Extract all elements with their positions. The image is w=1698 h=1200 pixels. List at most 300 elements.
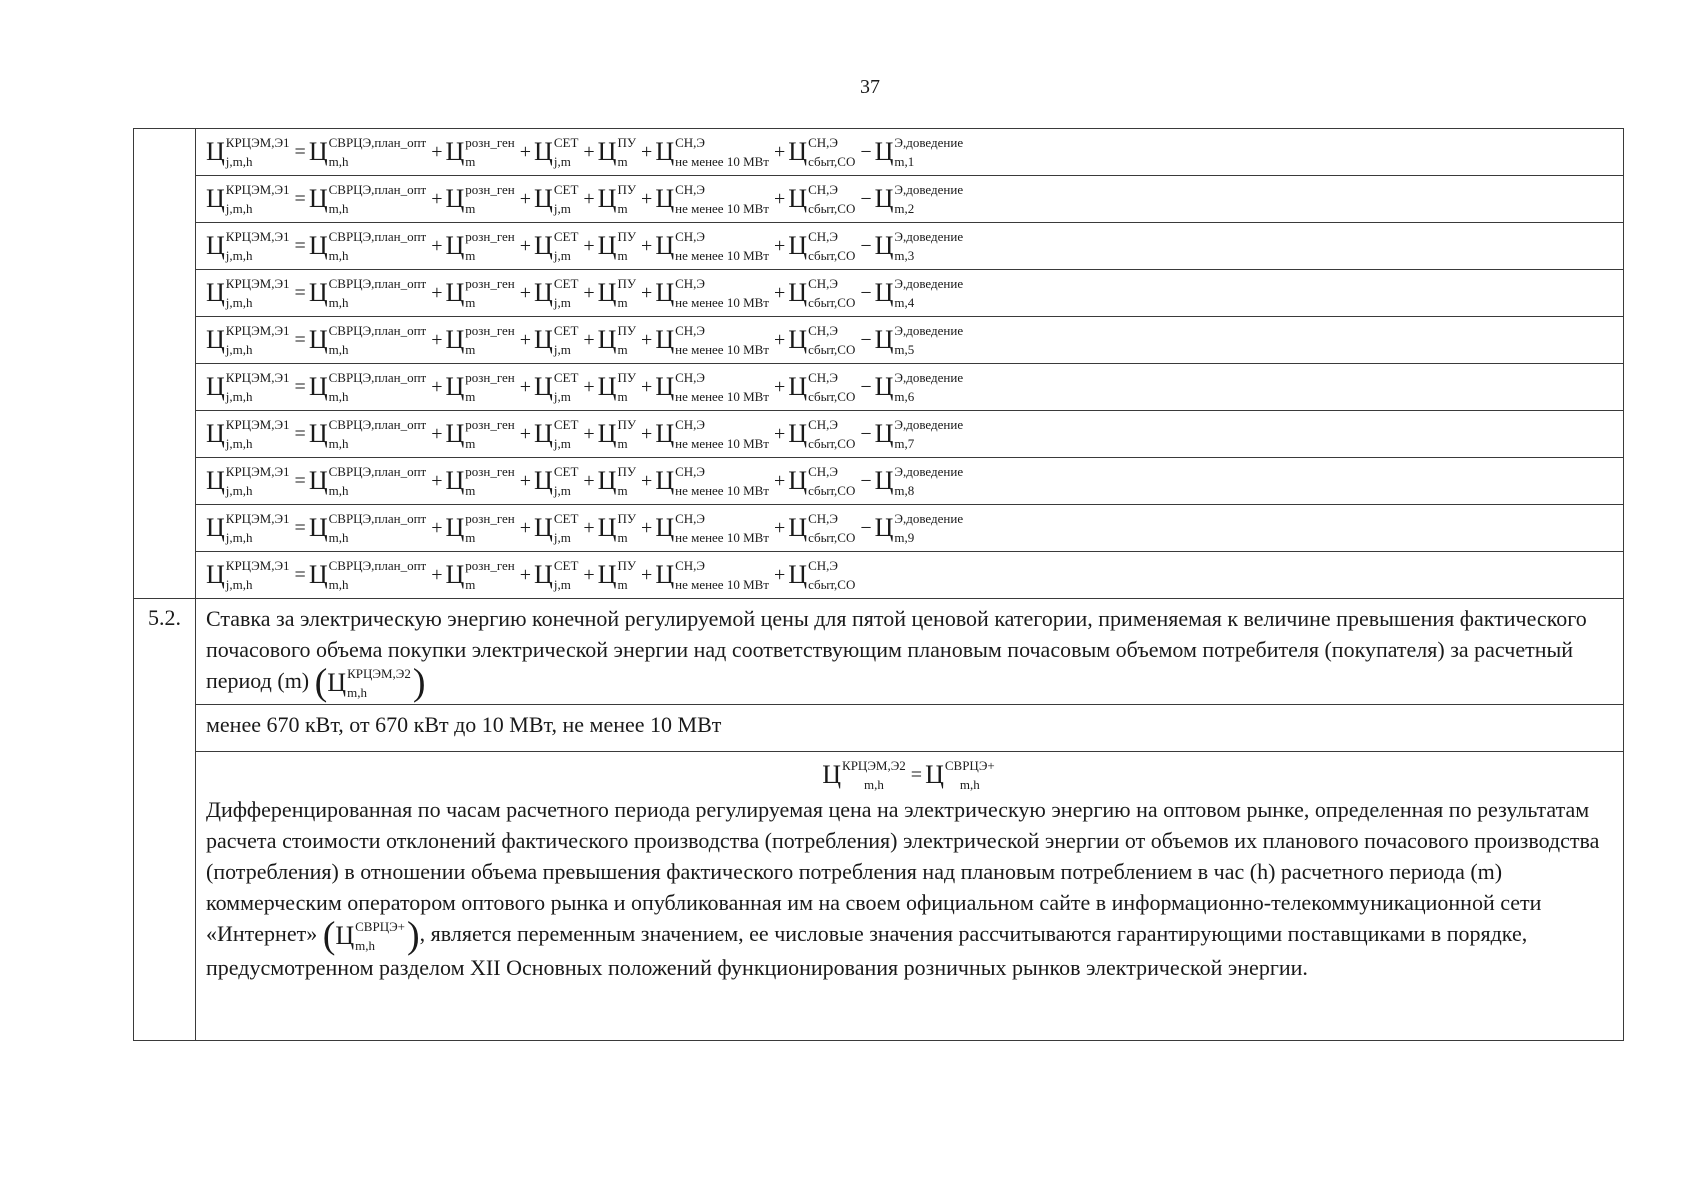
symbol-superscript: розн_ген (465, 323, 515, 338)
formula-term (308, 276, 427, 310)
formula (206, 464, 965, 498)
symbol-subscript: не менее 10 МВт (675, 577, 769, 592)
symbol-base: Ц (597, 513, 617, 542)
symbol-subscript: m,4 (894, 295, 915, 310)
symbol-base: Ц (655, 278, 675, 307)
symbol-indices (617, 135, 637, 169)
symbol-indices (347, 665, 411, 700)
symbol-superscript: КРЦЭМ,Э1 (225, 417, 290, 432)
symbol-indices (328, 417, 427, 451)
symbol-subscript: m,9 (894, 530, 915, 545)
symbol-subscript: не менее 10 МВт (675, 154, 769, 169)
symbol-indices (675, 417, 769, 451)
symbol-indices (894, 323, 964, 357)
symbol-superscript: ПУ (617, 464, 637, 479)
symbol-superscript: СВРЦЭ,план_опт (328, 464, 427, 479)
symbol-superscript: СВРЦЭ,план_опт (328, 417, 427, 432)
symbol-base: Ц (874, 372, 894, 401)
operator: + (641, 329, 653, 351)
formula-lhs (206, 276, 290, 310)
symbol-base: Ц (327, 667, 347, 697)
formula-term (445, 229, 515, 263)
symbol-indices (553, 323, 579, 357)
symbol-superscript: розн_ген (465, 370, 515, 385)
symbol-superscript: розн_ген (465, 182, 515, 197)
formula-term (445, 511, 515, 545)
symbol-superscript: СВРЦЭ,план_опт (328, 511, 427, 526)
symbol-base: Ц (308, 325, 328, 354)
symbol-indices (328, 370, 427, 404)
symbol-superscript: СН,Э (808, 182, 838, 197)
symbol-indices (675, 370, 769, 404)
description-after: , является переменным значением, ее числовые значения рассчитываются гарантирующими поставщиками в порядке, предусмотренном разделом XII Основных положений функционирования розничных рынков электрической энергии. (206, 921, 1528, 980)
operator: + (431, 517, 443, 539)
symbol-indices (675, 135, 769, 169)
symbol-subscript: m (465, 389, 476, 404)
symbol-indices (675, 464, 769, 498)
formula-term (788, 417, 856, 451)
formula (206, 229, 965, 263)
formula-term (534, 182, 579, 216)
symbol-base: Ц (874, 513, 894, 542)
symbol-indices (808, 182, 856, 216)
operator: + (583, 141, 595, 163)
symbol-superscript: СН,Э (675, 182, 706, 197)
symbol-superscript: СН,Э (808, 464, 838, 479)
symbol-base: Ц (788, 560, 808, 589)
formula-term (597, 276, 637, 310)
symbol-subscript: j,m,h (225, 577, 253, 592)
symbol-indices (553, 276, 579, 310)
symbol-indices (225, 182, 290, 216)
operator: + (583, 188, 595, 210)
symbol-subscript: j,m,h (225, 389, 253, 404)
formula-term (874, 417, 964, 451)
formula-term (308, 370, 427, 404)
symbol-subscript: не менее 10 МВт (675, 295, 769, 310)
operator: + (431, 423, 443, 445)
symbol-base: Ц (597, 231, 617, 260)
operator: + (431, 329, 443, 351)
formula-term (597, 464, 637, 498)
symbol-subscript: j,m (553, 483, 571, 498)
symbol-base: Ц (597, 560, 617, 589)
formula-term (597, 323, 637, 357)
symbol-base: Ц (597, 372, 617, 401)
formula-term (597, 370, 637, 404)
symbol-subscript: сбыт,СО (808, 201, 856, 216)
symbol-superscript: СН,Э (808, 417, 838, 432)
formula-term (655, 511, 769, 545)
symbol-subscript: m,h (328, 248, 349, 263)
symbol-superscript: СН,Э (808, 276, 838, 291)
symbol-indices (225, 276, 290, 310)
formula-term (597, 558, 637, 592)
symbol-subscript: j,m,h (225, 530, 253, 545)
operator: + (519, 282, 532, 304)
symbol-indices (328, 135, 427, 169)
formula-row (134, 129, 1624, 176)
formula-cell (196, 176, 1624, 223)
symbol-subscript: m,h (328, 154, 349, 169)
symbol-indices (225, 464, 290, 498)
price-symbol (335, 919, 406, 954)
symbol-superscript: СН,Э (675, 229, 706, 244)
symbol-superscript: СН,Э (675, 276, 706, 291)
operator: − (860, 470, 872, 492)
section-number: 5.2. (134, 599, 196, 1041)
formula-term (874, 229, 964, 263)
formula-term (534, 135, 579, 169)
equals-sign: = (294, 235, 306, 257)
symbol-subscript: не менее 10 МВт (675, 389, 769, 404)
symbol-superscript: КРЦЭМ,Э2 (347, 665, 411, 681)
symbol-base: Ц (874, 231, 894, 260)
formula-term (655, 276, 769, 310)
operator: + (583, 423, 595, 445)
formula-cell (196, 505, 1624, 552)
symbol-base: Ц (206, 137, 225, 166)
symbol-indices (808, 558, 856, 592)
symbol-subscript: m (617, 248, 628, 263)
formula (206, 182, 965, 216)
symbol-superscript: КРЦЭМ,Э1 (225, 511, 290, 526)
operator: + (641, 235, 653, 257)
symbol-indices (808, 370, 856, 404)
equals-sign: = (294, 517, 306, 539)
close-paren: ) (412, 661, 426, 704)
symbol-indices (894, 229, 964, 263)
symbol-subscript: m,6 (894, 389, 915, 404)
symbol-superscript: ПУ (617, 323, 637, 338)
symbol-indices (808, 276, 856, 310)
symbol-superscript: КРЦЭМ,Э1 (225, 276, 290, 291)
formula-term (788, 511, 856, 545)
symbol-subscript: сбыт,СО (808, 530, 856, 545)
symbol-base: Ц (308, 231, 328, 260)
symbol-indices (225, 370, 290, 404)
formula-lhs (206, 511, 290, 545)
operator: + (583, 470, 595, 492)
symbol-superscript: СН,Э (808, 323, 838, 338)
symbol-subscript: m,h (328, 201, 349, 216)
symbol-base: Ц (655, 560, 675, 589)
price-symbol (327, 665, 411, 700)
symbol-base: Ц (874, 184, 894, 213)
symbol-superscript: Э,доведение (894, 323, 964, 338)
symbol-subscript: m,h (328, 436, 349, 451)
formula-term (597, 182, 637, 216)
formula-term (874, 135, 964, 169)
symbol-subscript: j,m,h (225, 154, 253, 169)
symbol-base: Ц (308, 372, 328, 401)
symbol-subscript: m,5 (894, 342, 915, 357)
formula-term (788, 464, 856, 498)
symbol-subscript: j,m,h (225, 483, 253, 498)
symbol-base: Ц (308, 560, 328, 589)
symbol-subscript: j,m (553, 436, 571, 451)
symbol-subscript: сбыт,СО (808, 248, 856, 263)
operator: + (583, 329, 595, 351)
symbol-indices (808, 464, 856, 498)
equals-sign: = (294, 376, 306, 398)
symbol-subscript: j,m,h (225, 295, 253, 310)
symbol-superscript: розн_ген (465, 417, 515, 432)
section-title-text: Ставка за электрическую энергию конечной регулируемой цены для пятой ценовой категории, применяемая к величине превышения фактического почасового объема покупки электрической энергии над соответствующим плановым почасовым объемом потребителя (покупателя) за расчетный период (m) (206, 606, 1587, 693)
formula-term (308, 558, 427, 592)
formula-term (597, 511, 637, 545)
symbol-subscript: сбыт,СО (808, 436, 856, 451)
operator: + (641, 564, 653, 586)
symbol-superscript: ПУ (617, 276, 637, 291)
formula-term (655, 417, 769, 451)
symbol-superscript: СЕТ (553, 558, 579, 573)
symbol-indices (675, 323, 769, 357)
symbol-base: Ц (788, 184, 808, 213)
symbol-base: Ц (874, 278, 894, 307)
symbol-superscript: СВРЦЭ,план_опт (328, 182, 427, 197)
section-title-symbol (327, 665, 413, 700)
formula-cell (196, 317, 1624, 364)
symbol-superscript: КРЦЭМ,Э1 (225, 370, 290, 385)
symbol-base: Ц (655, 325, 675, 354)
operator: + (774, 376, 786, 398)
operator: + (583, 282, 595, 304)
operator: + (519, 141, 532, 163)
symbol-superscript: КРЦЭМ,Э1 (225, 182, 290, 197)
symbol-subscript: m,h (328, 577, 349, 592)
symbol-base: Ц (597, 278, 617, 307)
formula-term (655, 323, 769, 357)
description-before: Дифференцированная по часам расчетного периода регулируемая цена на электрическую энергию на оптовом рынке, определенная по результатам расчета стоимости отклонений фактического производства (потребления) электрической энергии от объемов их планового почасового производства (потребления) в отношении объема превышения фактического потребления над плановым потреблением в час (h) расчетного периода (m) коммерческим оператором оптового рынка и опубликованная им на своем официальном сайте в информационно-телекоммуникационной сети «Интернет» (206, 797, 1600, 947)
equals-sign: = (294, 564, 306, 586)
symbol-superscript: СН,Э (808, 370, 838, 385)
symbol-indices (553, 558, 579, 592)
symbol-subscript: сбыт,СО (808, 483, 856, 498)
symbol-indices (465, 370, 515, 404)
formula-lhs (206, 558, 290, 592)
symbol-superscript: СЕТ (553, 229, 579, 244)
operator: + (774, 188, 786, 210)
symbol-indices (465, 417, 515, 451)
symbol-indices (617, 229, 637, 263)
formula-term (788, 370, 856, 404)
symbol-superscript: ПУ (617, 511, 637, 526)
symbol-indices (894, 182, 964, 216)
symbol-base: Ц (788, 278, 808, 307)
formula-term (874, 464, 964, 498)
symbol-superscript: ПУ (617, 558, 637, 573)
symbol-indices (465, 229, 515, 263)
symbol-base: Ц (788, 325, 808, 354)
symbol-indices (675, 558, 769, 592)
symbol-base: Ц (445, 137, 465, 166)
symbol-indices (842, 758, 906, 793)
symbol-base: Ц (206, 466, 225, 495)
symbol-superscript: Э,доведение (894, 511, 964, 526)
formula-term (788, 135, 856, 169)
operator: + (431, 235, 443, 257)
symbol-base: Ц (788, 372, 808, 401)
symbol-base: Ц (788, 137, 808, 166)
symbol-indices (225, 558, 290, 592)
symbol-subscript: j,m (553, 342, 571, 357)
symbol-base: Ц (445, 419, 465, 448)
symbol-base: Ц (445, 560, 465, 589)
symbol-base: Ц (206, 513, 225, 542)
symbol-base: Ц (597, 325, 617, 354)
symbol-base: Ц (534, 278, 553, 307)
symbol-indices (894, 417, 964, 451)
symbol-base: Ц (308, 278, 328, 307)
formula-term (308, 135, 427, 169)
symbol-subscript: m (465, 436, 476, 451)
operator: − (860, 423, 872, 445)
symbol-subscript: m (465, 342, 476, 357)
symbol-superscript: розн_ген (465, 511, 515, 526)
symbol-superscript: ПУ (617, 182, 637, 197)
symbol-subscript: сбыт,СО (808, 154, 856, 169)
symbol-subscript: m,7 (894, 436, 915, 451)
formula-term (445, 135, 515, 169)
symbol-indices (894, 370, 964, 404)
symbol-subscript: сбыт,СО (808, 389, 856, 404)
symbol-indices (894, 511, 964, 545)
equals-sign: = (294, 141, 306, 163)
symbol-subscript: m (465, 295, 476, 310)
operator: − (860, 235, 872, 257)
symbol-indices (465, 464, 515, 498)
formula (206, 276, 965, 310)
formula-term (308, 229, 427, 263)
symbol-base: Ц (445, 325, 465, 354)
formula (206, 417, 965, 451)
operator: + (641, 517, 653, 539)
symbol-subscript: j,m,h (225, 436, 253, 451)
formula-term (788, 182, 856, 216)
formula (206, 323, 965, 357)
equals-sign: = (294, 329, 306, 351)
formula (206, 558, 857, 592)
symbol-indices (465, 182, 515, 216)
formula-lhs (206, 464, 290, 498)
symbol-subscript: j,m,h (225, 201, 253, 216)
symbol-indices (328, 276, 427, 310)
equals-sign: = (294, 282, 306, 304)
formula-term (534, 417, 579, 451)
symbol-superscript: СВРЦЭ,план_опт (328, 229, 427, 244)
symbol-base: Ц (788, 466, 808, 495)
formula-term (445, 370, 515, 404)
formula-lhs (206, 417, 290, 451)
symbol-superscript: Э,доведение (894, 276, 964, 291)
symbol-subscript: не менее 10 МВт (675, 248, 769, 263)
symbol-base: Ц (655, 231, 675, 260)
formula-term (655, 182, 769, 216)
formula-cell (196, 364, 1624, 411)
symbol-indices (944, 758, 995, 793)
symbol-base: Ц (445, 184, 465, 213)
symbol-subscript: сбыт,СО (808, 342, 856, 357)
symbol-base: Ц (206, 184, 225, 213)
operator: + (774, 141, 786, 163)
symbol-superscript: Э,доведение (894, 229, 964, 244)
symbol-subscript: m (465, 577, 476, 592)
symbol-subscript: не менее 10 МВт (675, 201, 769, 216)
symbol-base: Ц (788, 231, 808, 260)
formula-term (308, 182, 427, 216)
symbol-base: Ц (308, 137, 328, 166)
symbol-subscript: m,h (328, 389, 349, 404)
operator: + (774, 517, 786, 539)
symbol-indices (675, 182, 769, 216)
symbol-base: Ц (308, 184, 328, 213)
formula-term (445, 558, 515, 592)
formula-term (308, 511, 427, 545)
operator: + (641, 188, 653, 210)
symbol-indices (894, 276, 964, 310)
operator: − (860, 517, 872, 539)
section-formula-lhs (822, 758, 908, 793)
symbol-subscript: не менее 10 МВт (675, 342, 769, 357)
symbol-indices (617, 182, 637, 216)
symbol-indices (808, 417, 856, 451)
symbol-subscript: m,h (328, 295, 349, 310)
symbol-superscript: КРЦЭМ,Э1 (225, 464, 290, 479)
symbol-base: Ц (874, 419, 894, 448)
formula-row (134, 505, 1624, 552)
formula-term (874, 182, 964, 216)
formula-cell (196, 458, 1624, 505)
operator: + (519, 423, 532, 445)
symbol-indices (553, 464, 579, 498)
operator: + (431, 564, 443, 586)
operator: + (431, 282, 443, 304)
formula-term (308, 417, 427, 451)
operator: + (774, 329, 786, 351)
formula-term (308, 464, 427, 498)
symbol-superscript: СН,Э (675, 135, 706, 150)
symbol-indices (328, 558, 427, 592)
operator: + (774, 282, 786, 304)
description-symbol (335, 919, 407, 954)
symbol-subscript: j,m (553, 154, 571, 169)
symbol-superscript: СЕТ (553, 135, 579, 150)
symbol-base: Ц (335, 921, 355, 951)
formula-term (308, 323, 427, 357)
symbol-indices (225, 323, 290, 357)
symbol-superscript: СВРЦЭ+ (944, 758, 995, 774)
operator: + (431, 188, 443, 210)
symbol-superscript: СВРЦЭ,план_опт (328, 276, 427, 291)
symbol-base: Ц (655, 372, 675, 401)
symbol-superscript: розн_ген (465, 276, 515, 291)
symbol-base: Ц (534, 325, 553, 354)
symbol-indices (225, 417, 290, 451)
power-range: менее 670 кВт, от 670 кВт до 10 МВт, не менее 10 МВт (196, 705, 1624, 752)
symbol-indices (808, 511, 856, 545)
operator: + (519, 376, 532, 398)
formula-term (445, 323, 515, 357)
section-formula (206, 758, 1613, 793)
operator: − (860, 141, 872, 163)
symbol-indices (617, 417, 637, 451)
formula-term (874, 511, 964, 545)
operator: + (583, 235, 595, 257)
symbol-subscript: m,h (328, 530, 349, 545)
symbol-indices (553, 135, 579, 169)
symbol-superscript: СН,Э (808, 558, 838, 573)
